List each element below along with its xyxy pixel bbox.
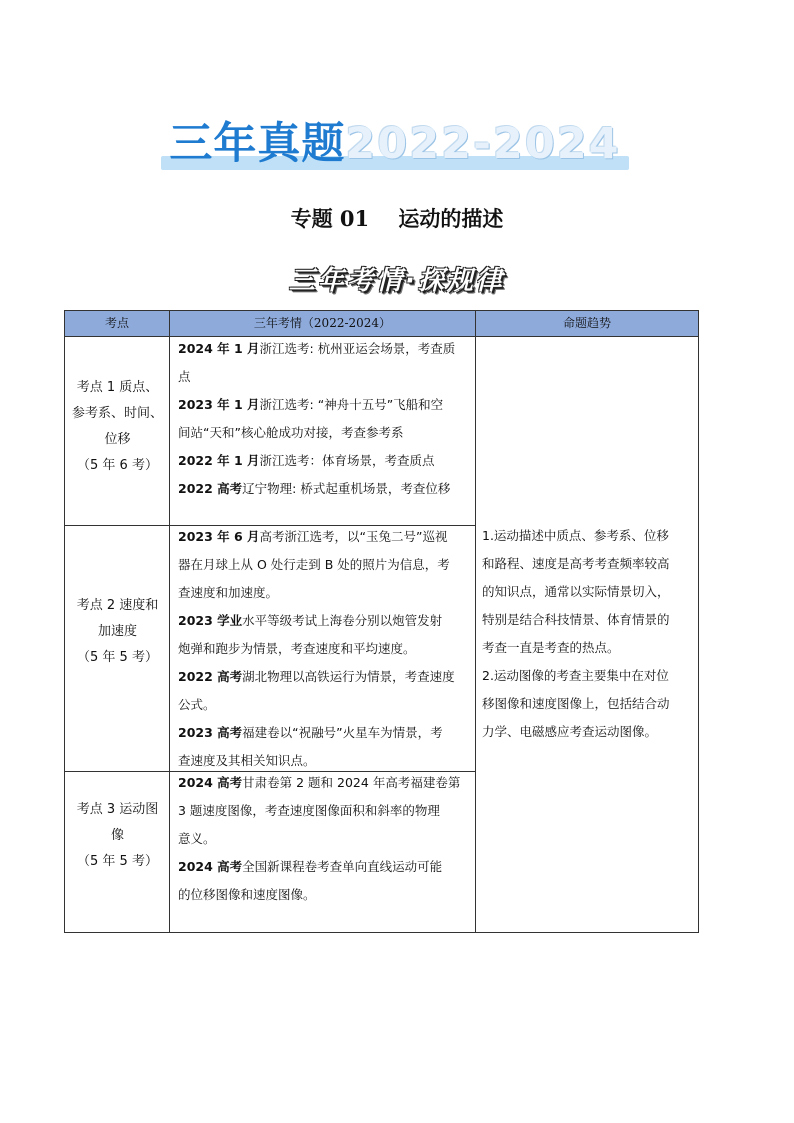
trend-line: 的知识点，通常以实际情景切入，	[482, 584, 670, 599]
row2-line: 炮弹和跑步为情景，考查速度和平均速度。	[178, 641, 416, 656]
row3-kaodian-line: 像	[110, 828, 124, 843]
row1-kaoqing	[178, 335, 472, 503]
row1-kaodian-count: （5 年 6 考）	[77, 458, 158, 473]
page-title: 专题 01 运动的描述	[290, 206, 504, 231]
row2-line: 2023 高考福建卷以“祝融号”火星车为情景，考	[178, 725, 443, 740]
trend-line: 和路程、速度是高考考查频率较高	[482, 556, 670, 571]
row2-kaodian-line: 加速度	[97, 624, 137, 639]
row2-kaodian-line: 考点 2 速度和	[76, 598, 159, 613]
banner-years-text: 2022-2024	[345, 119, 621, 169]
row3-line: 2024 高考甘肃卷第 2 题和 2024 年高考福建卷第	[178, 775, 461, 790]
trend-text	[482, 522, 697, 746]
trend-line: 考查一直是考查的热点。	[482, 640, 620, 655]
trend-line: 1.运动描述中质点、参考系、位移	[482, 528, 669, 543]
row3-line: 3 题速度图像，考查速度图像面积和斜率的物理	[178, 803, 440, 818]
section-subtitle: 三年考情·探规律	[289, 266, 505, 296]
row2-kaodian-count: （5 年 5 考）	[77, 650, 158, 665]
row2-line: 查速度和加速度。	[178, 585, 279, 600]
banner	[155, 116, 635, 176]
row3-kaoqing	[178, 769, 472, 909]
banner-text	[155, 116, 635, 181]
row3-line: 2024 高考全国新课程卷考查单向直线运动可能	[178, 859, 443, 874]
row1-line: 2023 年 1 月浙江选考: “神舟十五号”飞船和空	[178, 397, 444, 412]
row2-line: 查速度及其相关知识点。	[178, 753, 316, 768]
row1-line: 间站“天和”核心舱成功对接，考查参考系	[178, 425, 404, 440]
row1-kaodian-line: 位移	[104, 432, 131, 447]
row3-kaodian-line: 考点 3 运动图	[76, 802, 159, 817]
row1-line: 2022 高考辽宁物理: 桥式起重机场景，考查位移	[178, 481, 451, 496]
row1-kaodian-line: 参考系、时间、	[71, 406, 163, 421]
banner-main-text: 三年真题	[169, 119, 346, 169]
row1-kaodian-line: 考点 1 质点、	[76, 380, 159, 395]
trend-line: 特别是结合科技情景、体育情景的	[482, 612, 670, 627]
exam-analysis-table	[64, 310, 699, 933]
row2-line: 2023 年 6 月高考浙江选考，以“玉兔二号”巡视	[178, 529, 448, 544]
row1-kaodian	[65, 375, 170, 479]
header-kaodian: 考点	[65, 311, 170, 337]
row2-line: 公式。	[178, 697, 216, 712]
row1-line: 2024 年 1 月浙江选考: 杭州亚运会场景，考查质	[178, 341, 456, 356]
row1-line: 2022 年 1 月浙江选考：体育场景，考查质点	[178, 453, 435, 468]
row2-line: 器在月球上从 O 处行走到 B 处的照片为信息，考	[178, 557, 450, 572]
row1-line: 点	[178, 369, 191, 384]
row2-kaoqing	[178, 523, 472, 775]
row2-kaodian	[65, 593, 170, 671]
row3-line: 意义。	[178, 831, 216, 846]
row3-line: 的位移图像和速度图像。	[178, 887, 316, 902]
row3-kaodian-count: （5 年 5 考）	[77, 854, 158, 869]
row3-kaodian	[65, 797, 170, 875]
row2-line: 2022 高考湖北物理以高铁运行为情景，考查速度	[178, 669, 455, 684]
row2-line: 2023 学业水平等级考试上海卷分别以炮管发射	[178, 613, 443, 628]
header-kaoqing: 三年考情（2022-2024）	[170, 311, 476, 337]
header-trend: 命题趋势	[476, 311, 698, 337]
trend-line: 2.运动图像的考查主要集中在对位	[482, 668, 669, 683]
trend-line: 移图像和速度图像上，包括结合动	[482, 696, 670, 711]
trend-line: 力学、电磁感应考查运动图像。	[482, 724, 658, 739]
